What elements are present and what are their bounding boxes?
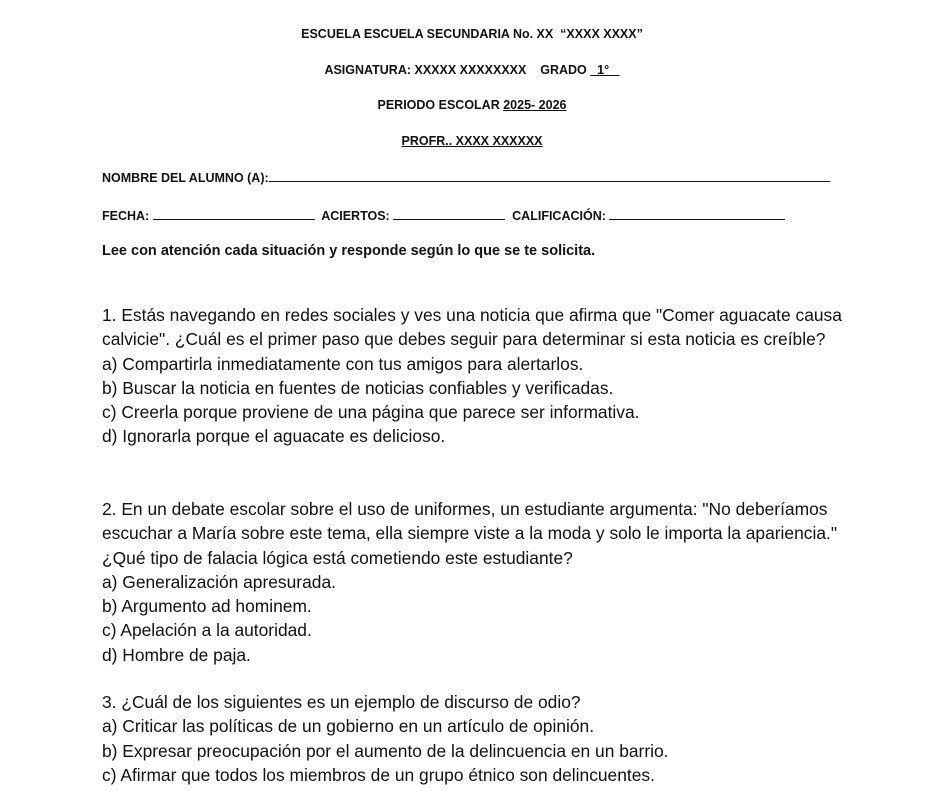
grade-value: 1°	[590, 63, 620, 77]
question-1	[102, 303, 862, 449]
question-2-option-c[interactable]: c) Apelación a la autoridad.	[102, 620, 312, 641]
subject-grade-line	[0, 63, 944, 77]
period-label: PERIODO ESCOLAR	[377, 98, 504, 112]
question-2-option-b[interactable]: b) Argumento ad hominem.	[102, 596, 312, 617]
hits-field[interactable]	[393, 207, 505, 220]
student-name-row	[102, 169, 830, 185]
date-score-row	[102, 207, 785, 223]
school-period-line	[0, 98, 944, 112]
period-value: 2025- 2026	[503, 98, 567, 112]
question-3-option-b[interactable]: b) Expresar preocupación por el aumento de la delincuencia en un barrio.	[102, 740, 669, 761]
question-3-stem: 3. ¿Cuál de los siguientes es un ejemplo de discurso de odio?	[102, 692, 581, 712]
student-name-field[interactable]	[269, 169, 830, 182]
instructions-text: Lee con atención cada situación y responde según lo que se te solicita.	[102, 243, 596, 259]
grade-label: CALIFICACIÓN:	[512, 209, 606, 223]
school-name: ESCUELA ESCUELA SECUNDARIA No. XX “XXXX XXXX”	[301, 27, 643, 41]
question-2-option-d[interactable]: d) Hombre de paja.	[102, 644, 251, 665]
question-1-option-c[interactable]: c) Creerla porque proviene de una página que parece ser informativa.	[102, 402, 640, 423]
question-2	[102, 497, 862, 667]
teacher-name: PROFR.. XXXX XXXXXX	[401, 134, 543, 148]
question-2-option-a[interactable]: a) Generalización apresurada.	[102, 571, 336, 592]
question-3	[102, 690, 862, 787]
question-1-option-b[interactable]: b) Buscar la noticia en fuentes de noticias confiables y verificadas.	[102, 377, 614, 398]
subject-label: ASIGNATURA: XXXXX XXXXXXXX GRADO	[324, 63, 591, 77]
date-label: FECHA:	[102, 209, 150, 223]
question-3-option-a[interactable]: a) Criticar las políticas de un gobierno en un artículo de opinión.	[102, 716, 595, 737]
question-1-option-a[interactable]: a) Compartirla inmediatamente con tus amigos para alertarlos.	[102, 353, 584, 374]
question-2-stem: 2. En un debate escolar sobre el uso de uniformes, un estudiante argumenta: "No deberíamos escuchar a María sobre este tema, ella siempre viste a la moda y solo le importa la apariencia." ¿Qué tipo de falacia lógica está cometiendo este estudiante?	[102, 499, 837, 568]
question-3-option-c[interactable]: c) Afirmar que todos los miembros de un grupo étnico son delincuentes.	[102, 764, 655, 785]
date-field[interactable]	[153, 207, 315, 220]
question-1-option-d[interactable]: d) Ignorarla porque el aguacate es delicioso.	[102, 426, 446, 447]
grade-field[interactable]	[609, 207, 785, 220]
student-name-label: NOMBRE DEL ALUMNO (A):	[102, 171, 269, 185]
hits-label: ACIERTOS:	[321, 209, 390, 223]
question-1-stem: 1. Estás navegando en redes sociales y ves una noticia que afirma que "Comer aguacate causa calvicie". ¿Cuál es el primer paso que debes seguir para determinar si esta noticia es creíble?	[102, 305, 842, 350]
